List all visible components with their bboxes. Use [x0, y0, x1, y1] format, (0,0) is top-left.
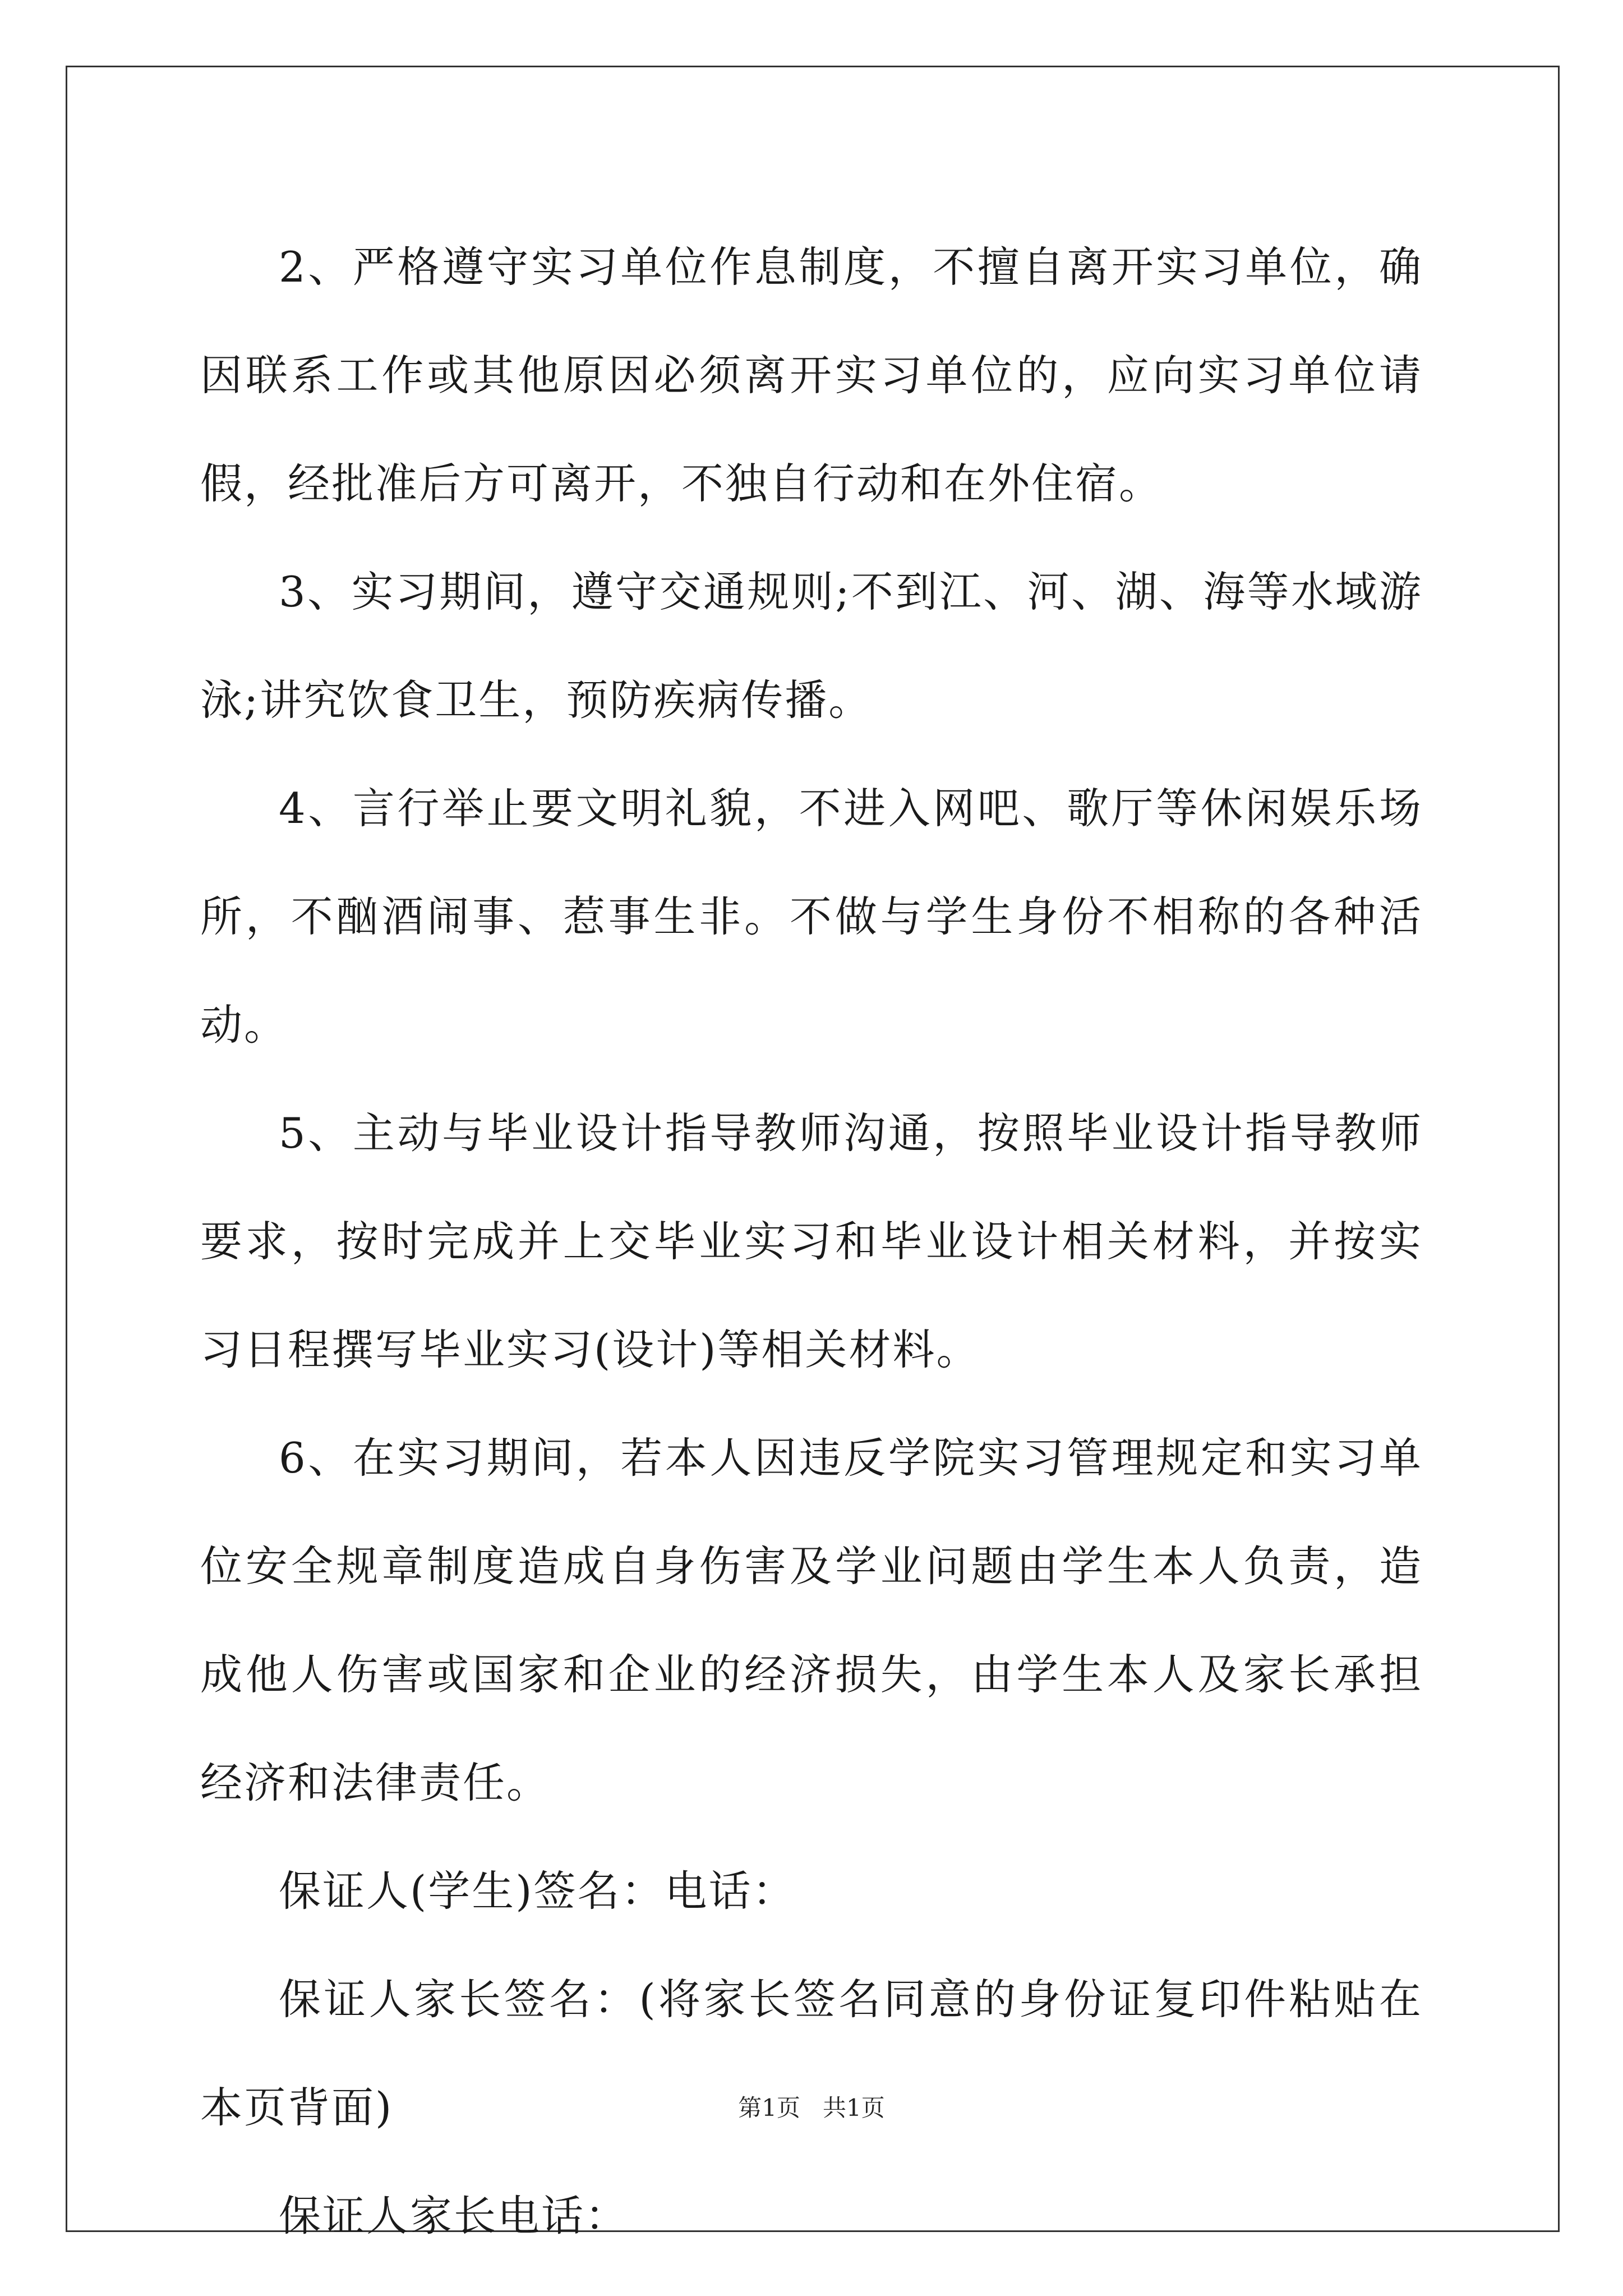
- page-total: 共1页: [823, 2094, 885, 2122]
- paragraph-rule-2: 2、严格遵守实习单位作息制度，不擅自离开实习单位，确因联系工作或其他原因必须离开实习单位的，应向实习单位请假，经批准后方可离开，不独自行动和在外住宿。: [200, 242, 1423, 508]
- document-body: [200, 213, 1423, 2270]
- paragraph-rule-4: 4、言行举止要文明礼貌，不进入网吧、歌厅等休闲娱乐场所，不酗酒闹事、惹事生非。不做与学生身份不相称的各种活动。: [200, 784, 1423, 1050]
- page-footer: [0, 2090, 1623, 2123]
- student-signature-line: 保证人(学生)签名：电话：: [279, 1866, 796, 1916]
- paragraph-rule-5: 5、主动与毕业设计指导教师沟通，按照毕业设计指导教师要求，按时完成并上交毕业实习和毕业设计相关材料，并按实习日程撰写毕业实习(设计)等相关材料。: [200, 1108, 1423, 1374]
- parent-signature-line: 保证人家长签名：(将家长签名同意的身份证复印件粘贴在本页背面): [200, 1975, 1423, 2132]
- parent-phone-line: 保证人家长电话：: [279, 2191, 629, 2240]
- page-number: 第1页: [738, 2094, 800, 2122]
- paragraph-rule-6: 6、在实习期间，若本人因违反学院实习管理规定和实习单位安全规章制度造成自身伤害及学业问题由学生本人负责，造成他人伤害或国家和企业的经济损失，由学生本人及家长承担经济和法律责任。: [200, 1433, 1423, 1807]
- paragraph-rule-3: 3、实习期间，遵守交通规则;不到江、河、湖、海等水域游泳;讲究饮食卫生，预防疾病传播。: [200, 567, 1423, 725]
